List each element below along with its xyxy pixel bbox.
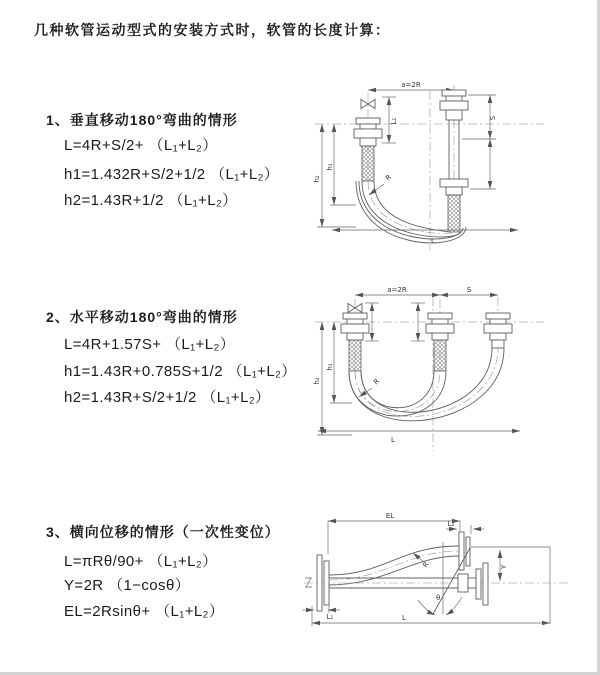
dim-label-a2r: a=2R [401,81,421,89]
section-1-formula-h2: h2=1.43R+1/2 （L₁+L₂） [64,192,238,209]
dim-label-l1: L₁ [326,613,334,621]
radius-label: R [421,560,431,570]
weld-mark [305,578,312,587]
dimension-h2 [313,322,352,435]
dim-label-a2r: a=2R [387,286,407,294]
braided-hose-left [349,340,361,371]
hose-u-curves [349,348,504,421]
braided-hose-left [362,146,374,181]
middle-fitting [426,313,454,371]
dimension-a2r [368,81,454,90]
dim-label-h1: h₁ [326,163,334,171]
dim-label-y: Y [500,564,508,570]
radius-label: R [372,377,382,387]
diagram-vertical-180-bend [312,77,547,252]
section-2-formula-h1: h1=1.43R+0.785S+1/2 （L₁+L₂） [64,363,297,380]
dim-label-s: S [489,115,497,121]
left-fitting [354,118,382,181]
section-2-formula-h2: h2=1.43R+S/2+1/2 （L₁+L₂） [64,389,271,406]
dim-label-l2: L₂ [447,520,455,528]
length-label: L [391,436,395,444]
dim-label-l1: L₁ [390,117,398,125]
dimension-h2 [313,124,356,227]
left-fitting [341,313,369,371]
section-1-heading: 1、垂直移动180°弯曲的情形 [46,112,238,128]
dim-label-s: S [466,286,472,294]
dim-label-el: EL [385,512,395,520]
dimension-s [440,286,498,295]
centerlines [315,85,544,250]
displaced-hose-curve [329,546,459,585]
diagram-horizontal-180-bend [312,283,547,455]
length-label: L [431,237,435,245]
dimension-el [328,512,460,554]
angle-label: θ [436,594,441,602]
section-1-formula-l: L=4R+S/2+ （L₁+L₂） [64,137,218,154]
dimension-l [318,431,520,444]
dimension-l1 [382,97,398,143]
section-2-formula-l: L=4R+1.57S+ （L₁+L₂） [64,336,236,353]
diagram-lateral-displacement [300,498,575,656]
right-fitting [484,313,512,348]
section-3-formula-l: L=πRθ/90+ （L₁+L₂） [64,553,218,570]
length-label: L [402,614,406,622]
section-3-formula-el: EL=2Rsinθ+ （L₁+L₂） [64,603,225,620]
dimension-l [312,606,550,626]
braided-hose-middle [434,340,446,371]
section-2-heading: 2、水平移动180°弯曲的情形 [46,309,238,325]
dim-label-h2: h₂ [313,377,321,385]
braided-hose-right [448,195,460,232]
dim-label-h1: h₁ [326,363,334,371]
dimension-a2r [355,286,440,295]
dimension-h1 [326,124,356,205]
page-title: 几种软管运动型式的安装方式时，软管的长度计算： [34,22,391,38]
radius-callout [413,553,431,569]
radius-label: R [384,173,394,183]
section-1-formula-h1: h1=1.432R+S/2+1/2 （L₁+L₂） [64,166,280,183]
dim-label-h2: h₂ [313,175,321,183]
section-3-formula-y: Y=2R （1−cosθ） [64,577,191,594]
dimension-l2 [446,520,484,534]
section-3-heading: 3、横向位移的情形（一次性变位） [46,524,280,540]
